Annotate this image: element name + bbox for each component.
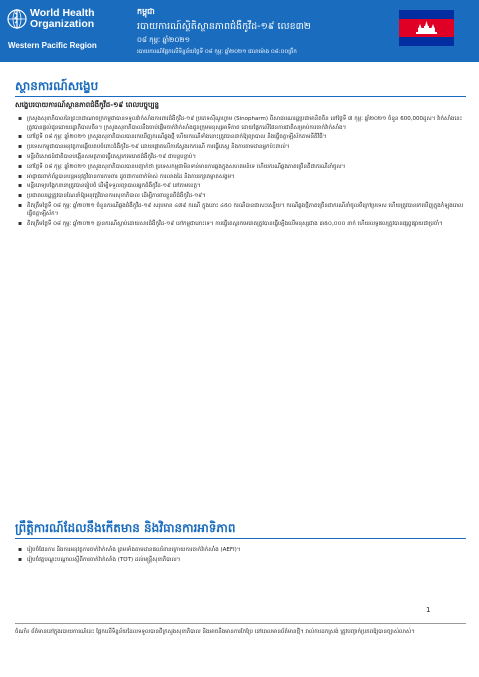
section-divider [15, 538, 466, 539]
report-date: ០៨ កុម្ភៈ ឆ្នាំ២០២១ [137, 36, 190, 44]
data-as-of: របាយការណ៍ផ្អែកលើទិន្នន័យថ្ងៃទី ០៨ កុម្ភៈ ឆ្នាំ២០២១ វេលាម៉ោង ០៨:០០ព្រឹក [137, 49, 297, 55]
cambodia-flag-icon [399, 10, 454, 46]
list-item: ▪ មន្ទីរពិសោធន៍ជាតិបានបង្កើនសមត្ថភាពធ្វើតេស្តរកមេរោគជំងឺកូវីដ-១៩ ជាបន្តបន្ទាប់។ [15, 153, 467, 162]
report-title: របាយការណ៍ស្ថិតិស្ថានភាពជំងឺកូវីដ-១៩ លេខ៣២ [137, 21, 311, 32]
page-number: 1 [426, 606, 431, 614]
list-item: ▪ រៀបចំផែនការ និងការអនុវត្តការចាក់វ៉ាក់សាំង ព្រមទាំងតាមដានផលរំខានក្រោយការចាក់វ៉ាក់សាំង (AEFI)។ [15, 546, 467, 555]
list-item: ▪ មន្ទីរពេទ្យបង្អែកនានាត្រូវបានរៀបចំ ដើម្បីទទួលព្យាបាលអ្នកជំងឺកូវីដ-១៩ នៅតាមខេត្ត។ [15, 182, 467, 191]
footer-note: ចំណាំ៖ ព័ត៌មាននៅក្នុងរបាយការណ៍នេះ ផ្អែកលើទិន្នន័យដែលទទួលបានពីក្រសួងសុខាភិបាល និងអាចនឹងមានការកែប្រែ នៅពេលមានព័ត៌មានថ្មី។ រាល់ការដកស្រង់ ត្រូវបញ្ជាក់ប្រភពឱ្យបានច្បាស់លាស់។ [15, 629, 415, 635]
org-name-line2: Organization [30, 18, 95, 30]
list-item: ▪ គិតត្រឹមថ្ងៃទី ០៨ កុម្ភៈ ឆ្នាំ២០២១ គ្មានករណីស្លាប់ដោយសារជំងឺកូវីដ-១៩ នៅកម្ពុជានោះទេ។ ការធ្វើតេស្តរកមេរោគត្រូវបានធ្វើឡើងលើមនុស្សជាង ៣៥០,០០០ នាក់ ហើយលទ្ធផលត្រូវបានផ្សព្វផ្សាយជាប្រចាំ។ [15, 220, 467, 229]
list-item: ▪ ប្រទេសកម្ពុជាបានអនុវត្តការឆ្លើយតបចំពោះជំងឺកូវីដ-១៩ ដោយផ្តោតលើការស្វែងរកករណី ការធ្វើតេស្ត និងការតាមដានអ្នកប៉ះពាល់។ [15, 143, 467, 152]
organization-name [30, 8, 95, 30]
region-name: Western Pacific Region [8, 41, 97, 50]
priority-bullet-list [15, 546, 467, 566]
list-item: ▪ អាជ្ញាធរពាក់ព័ន្ធបានបន្តអនុវត្តវិធានការការពារ ដូចជាការពាក់ម៉ាស់ ការលាងដៃ និងការរក្សាគម្លាតសង្គម។ [15, 173, 467, 182]
section-divider [15, 96, 466, 97]
org-name-line1: World Health [30, 7, 95, 19]
priority-section-title: ព្រឹត្តិការណ៍ដែលនឹងកើតមាន និងវិធានការអាទិភាព [15, 521, 236, 535]
list-item: ▪ រៀបចំវគ្គបណ្តុះបណ្តាលស្តីពីការចាក់វ៉ាក់សាំង (TOT) ដល់មន្ត្រីសុខាភិបាល។ [15, 556, 467, 565]
list-item: ▪ ក្រសួងសុខាភិបាលនៃព្រះរាជាណាចក្រកម្ពុជាបានទទួលវ៉ាក់សាំងការពារជំងឺកូវីដ-១៩ ប្រភេទស៊ីណូហ្វាម (Sinopharm) ពីសាធារណរដ្ឋប្រជាមានិតចិន នៅថ្ងៃទី ៧ កុម្ភៈ ឆ្នាំ២០២១ ចំនួន 600,000ដូស។ វ៉ាក់សាំងនេះត្រូវបានផ្តល់ជូនដោយរដ្ឋាភិបាលចិន។ ក្រសួងសុខាភិបាលនឹងចាប់ផ្តើមចាក់វ៉ាក់សាំងជូនក្រុមមនុស្សអាទិភាព ដោយផ្អែកលើផែនការជាតិសម្រាប់ការចាក់វ៉ាក់សាំង។ [15, 115, 467, 132]
who-emblem-icon [6, 8, 28, 30]
situation-section-title: ស្ថានការណ៍សង្ខេប [15, 79, 99, 93]
situation-bullet-list [15, 115, 467, 230]
angkor-temple-icon [415, 21, 438, 35]
footer-divider [15, 623, 466, 624]
country-name: កម្ពុជា [137, 7, 155, 16]
list-item: ▪ ប្រជាពលរដ្ឋត្រូវបានណែនាំឱ្យអនុវត្តវិធានការសុខាភិបាល ដើម្បីការពារខ្លួនពីជំងឺកូវីដ-១៩។ [15, 192, 467, 201]
list-item: ▪ នៅថ្ងៃទី ០៨ កុម្ភៈ ឆ្នាំ២០២១ ក្រសួងសុខាភិបាលបានបញ្ជាក់ថា ប្រទេសកម្ពុជាមិនទាន់មានការឆ្លងក្នុងសហគមន៍ទេ ហើយករណីឆ្លងភាគច្រើនគឺជាករណីនាំចូល។ [15, 163, 467, 172]
list-item: ▪ នៅថ្ងៃទី ០៨ កុម្ភៈ ឆ្នាំ២០២១ ក្រសួងសុខាភិបាលបានរកឃើញករណីឆ្លងថ្មី ហើយករណីទាំងនោះត្រូវបានដាក់ឱ្យព្យាបាល និងធ្វើចត្តាឡីស័កតាមនីតិវិធី។ [15, 133, 467, 142]
list-item: ▪ គិតត្រឹមថ្ងៃទី ០៨ កុម្ភៈ ឆ្នាំ២០២១ ចំនួនករណីឆ្លងជំងឺកូវីដ-១៩ សរុបមាន ៤៧៩ ករណី ក្នុងនោះ ៤៥០ ករណីបានជាសះស្បើយ។ ករណីឆ្លងថ្មីភាគច្រើនជាករណីនាំចូលពីក្រៅប្រទេស ហើយត្រូវបានរកឃើញក្នុងកំឡុងពេលធ្វើចត្តាឡីស័ក។ [15, 202, 467, 219]
situation-subtitle: សង្ខេបរបាយការណ៍ស្ថានភាពជំងឺកូវីដ-១៩ ពេលបច្ចុប្បន្ន [15, 101, 159, 109]
